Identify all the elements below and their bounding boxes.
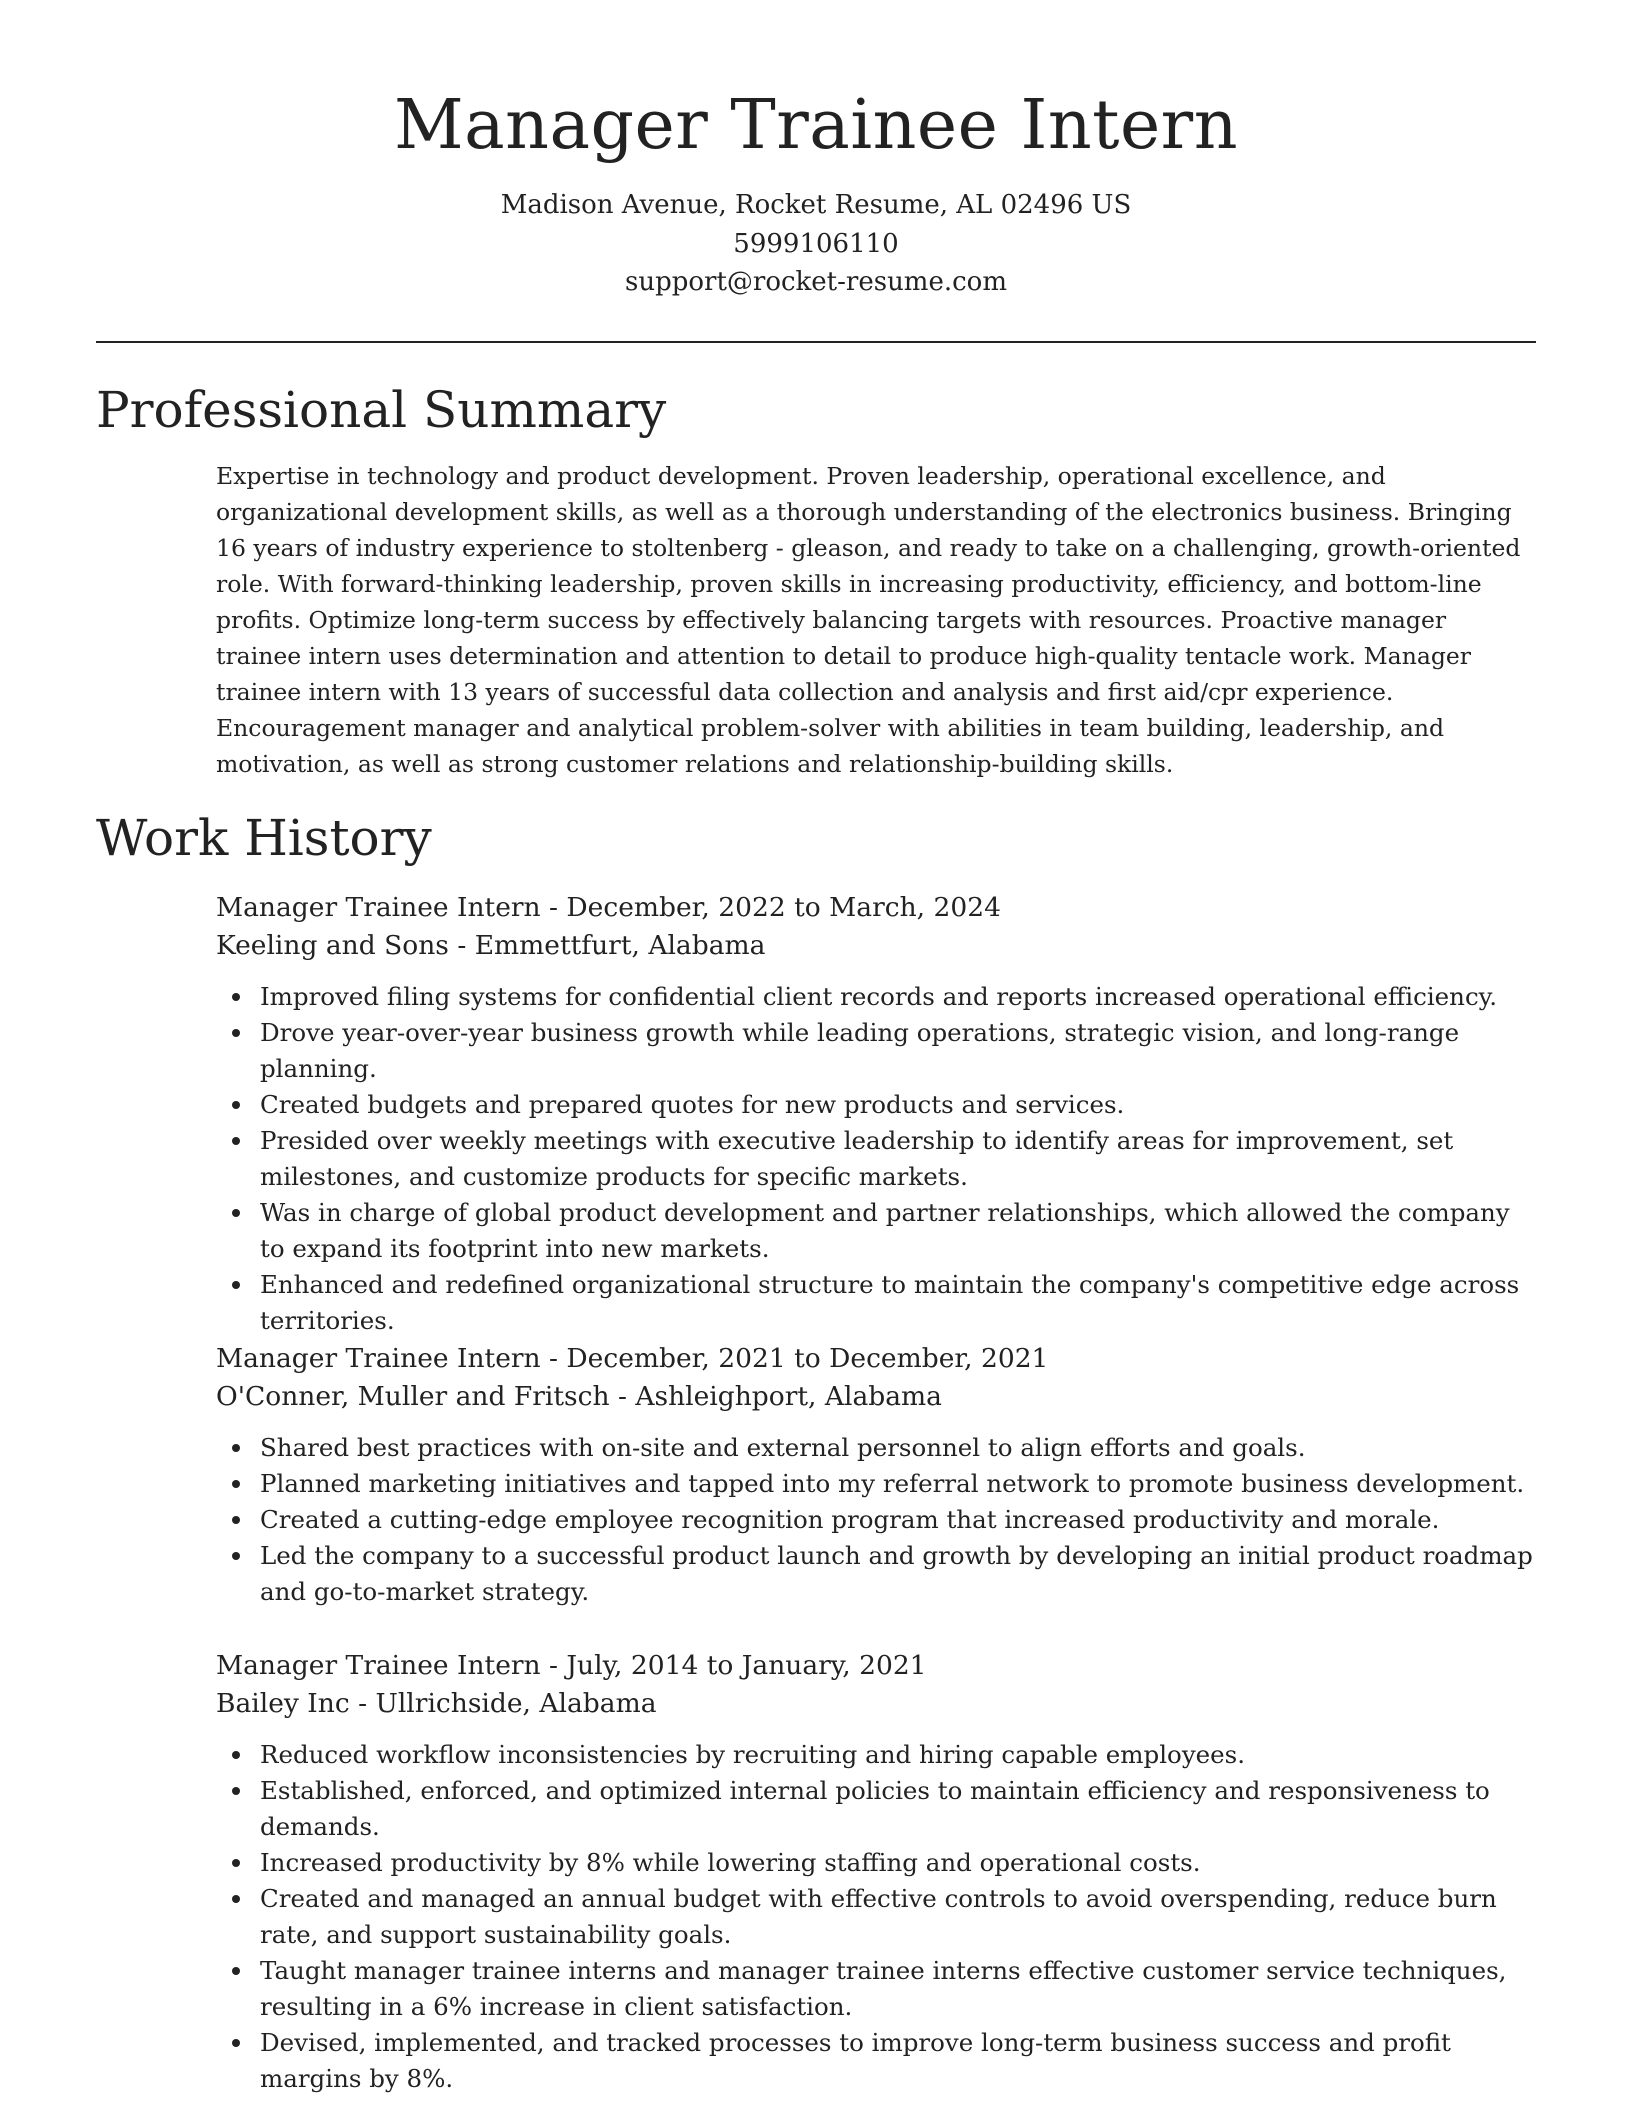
summary-section xyxy=(216,458,1536,782)
job-location: - Ullrichside, Alabama xyxy=(349,1688,657,1719)
job-title: Manager Trainee Intern xyxy=(216,892,541,923)
job-company: Keeling and Sons xyxy=(216,930,449,961)
job-location: - Emmettfurt, Alabama xyxy=(448,930,766,961)
resume-header xyxy=(0,0,1632,302)
job-entry xyxy=(216,1647,1536,2097)
job-bullet: Presided over weekly meetings with executive leadership to identify areas for improvement, set milestones, and customize products for specific markets. xyxy=(216,1123,1536,1195)
job-company: O'Conner, Muller and Fritsch xyxy=(216,1381,610,1412)
job-entry xyxy=(216,1340,1536,1610)
job-bullet: Planned marketing initiatives and tapped into my referral network to promote business development. xyxy=(216,1466,1536,1502)
job-bullet: Was in charge of global product development and partner relationships, which allowed the company to expand its footprint into new markets. xyxy=(216,1195,1536,1267)
job-dates: - July, 2014 to January, 2021 xyxy=(540,1650,927,1681)
job-bullet: Devised, implemented, and tracked processes to improve long-term business success and profit margins by 8%. xyxy=(216,2025,1536,2097)
job-bullet: Led the company to a successful product launch and growth by developing an initial product roadmap and go-to-market strategy. xyxy=(216,1538,1536,1610)
job-bullet-list xyxy=(216,979,1536,1339)
job-bullet-list xyxy=(216,1737,1536,2097)
job-bullet: Established, enforced, and optimized internal policies to maintain efficiency and responsiveness to demands. xyxy=(216,1773,1536,1845)
job-title: Manager Trainee Intern xyxy=(216,1650,541,1681)
summary-text: Expertise in technology and product development. Proven leadership, operational excellence, and organizational development skills, as well as a thorough understanding of the electronics business. Bringing 16 years of industry experience to stoltenberg - gleason, and ready to take on a challenging, growth-oriented role. With forward-thinking leadership, proven skills in increasing productivity, efficiency, and bottom-line profits. Optimize long-term success by effectively balancing targets with resources. Proactive manager trainee intern uses determination and attention to detail to produce high-quality tentacle work. Manager trainee intern with 13 years of successful data collection and analysis and first aid/cpr experience. Encouragement manager and analytical problem-solver with abilities in team building, leadership, and motivation, as well as strong customer relations and relationship-building skills. xyxy=(216,462,1521,778)
work-history-heading: Work History xyxy=(96,809,432,867)
job-dates: - December, 2022 to March, 2024 xyxy=(540,892,1001,923)
job-title: Manager Trainee Intern xyxy=(216,1343,541,1374)
job-bullet: Created budgets and prepared quotes for new products and services. xyxy=(216,1087,1536,1123)
job-bullet: Enhanced and redefined organizational structure to maintain the company's competitive edge across territories. xyxy=(216,1267,1536,1339)
job-bullet: Created a cutting-edge employee recognition program that increased productivity and morale. xyxy=(216,1502,1536,1538)
job-company-line xyxy=(216,1685,1536,1723)
summary-heading: Professional Summary xyxy=(96,381,667,439)
job-bullet: Taught manager trainee interns and manager trainee interns effective customer service techniques, resulting in a 6% increase in client satisfaction. xyxy=(216,1953,1536,2025)
email-line: support@rocket-resume.com xyxy=(624,267,1007,297)
phone-line: 5999106110 xyxy=(733,228,899,259)
job-bullet-list xyxy=(216,1430,1536,1610)
header-divider xyxy=(96,341,1536,343)
job-title-line xyxy=(216,889,1536,927)
job-title-line xyxy=(216,1647,1536,1685)
job-dates: - December, 2021 to December, 2021 xyxy=(540,1343,1049,1374)
job-bullet: Created and managed an annual budget with effective controls to avoid overspending, reduce burn rate, and support sustainability goals. xyxy=(216,1881,1536,1953)
job-bullet: Improved filing systems for confidential client records and reports increased operational efficiency. xyxy=(216,979,1536,1015)
job-company-line xyxy=(216,927,1536,965)
job-company: Bailey Inc xyxy=(216,1688,350,1719)
job-location: - Ashleighport, Alabama xyxy=(609,1381,942,1412)
job-company-line xyxy=(216,1378,1536,1416)
job-bullet: Shared best practices with on-site and external personnel to align efforts and goals. xyxy=(216,1430,1536,1466)
job-entry xyxy=(216,889,1536,1339)
address-line: Madison Avenue, Rocket Resume, AL 02496 US xyxy=(500,190,1132,220)
job-bullet: Increased productivity by 8% while lowering staffing and operational costs. xyxy=(216,1845,1536,1881)
job-bullet: Drove year-over-year business growth while leading operations, strategic vision, and long-range planning. xyxy=(216,1015,1536,1087)
job-bullet: Reduced workflow inconsistencies by recruiting and hiring capable employees. xyxy=(216,1737,1536,1773)
job-title-line xyxy=(216,1340,1536,1378)
candidate-name: Manager Trainee Intern xyxy=(394,86,1238,165)
contact-info xyxy=(0,186,1632,302)
